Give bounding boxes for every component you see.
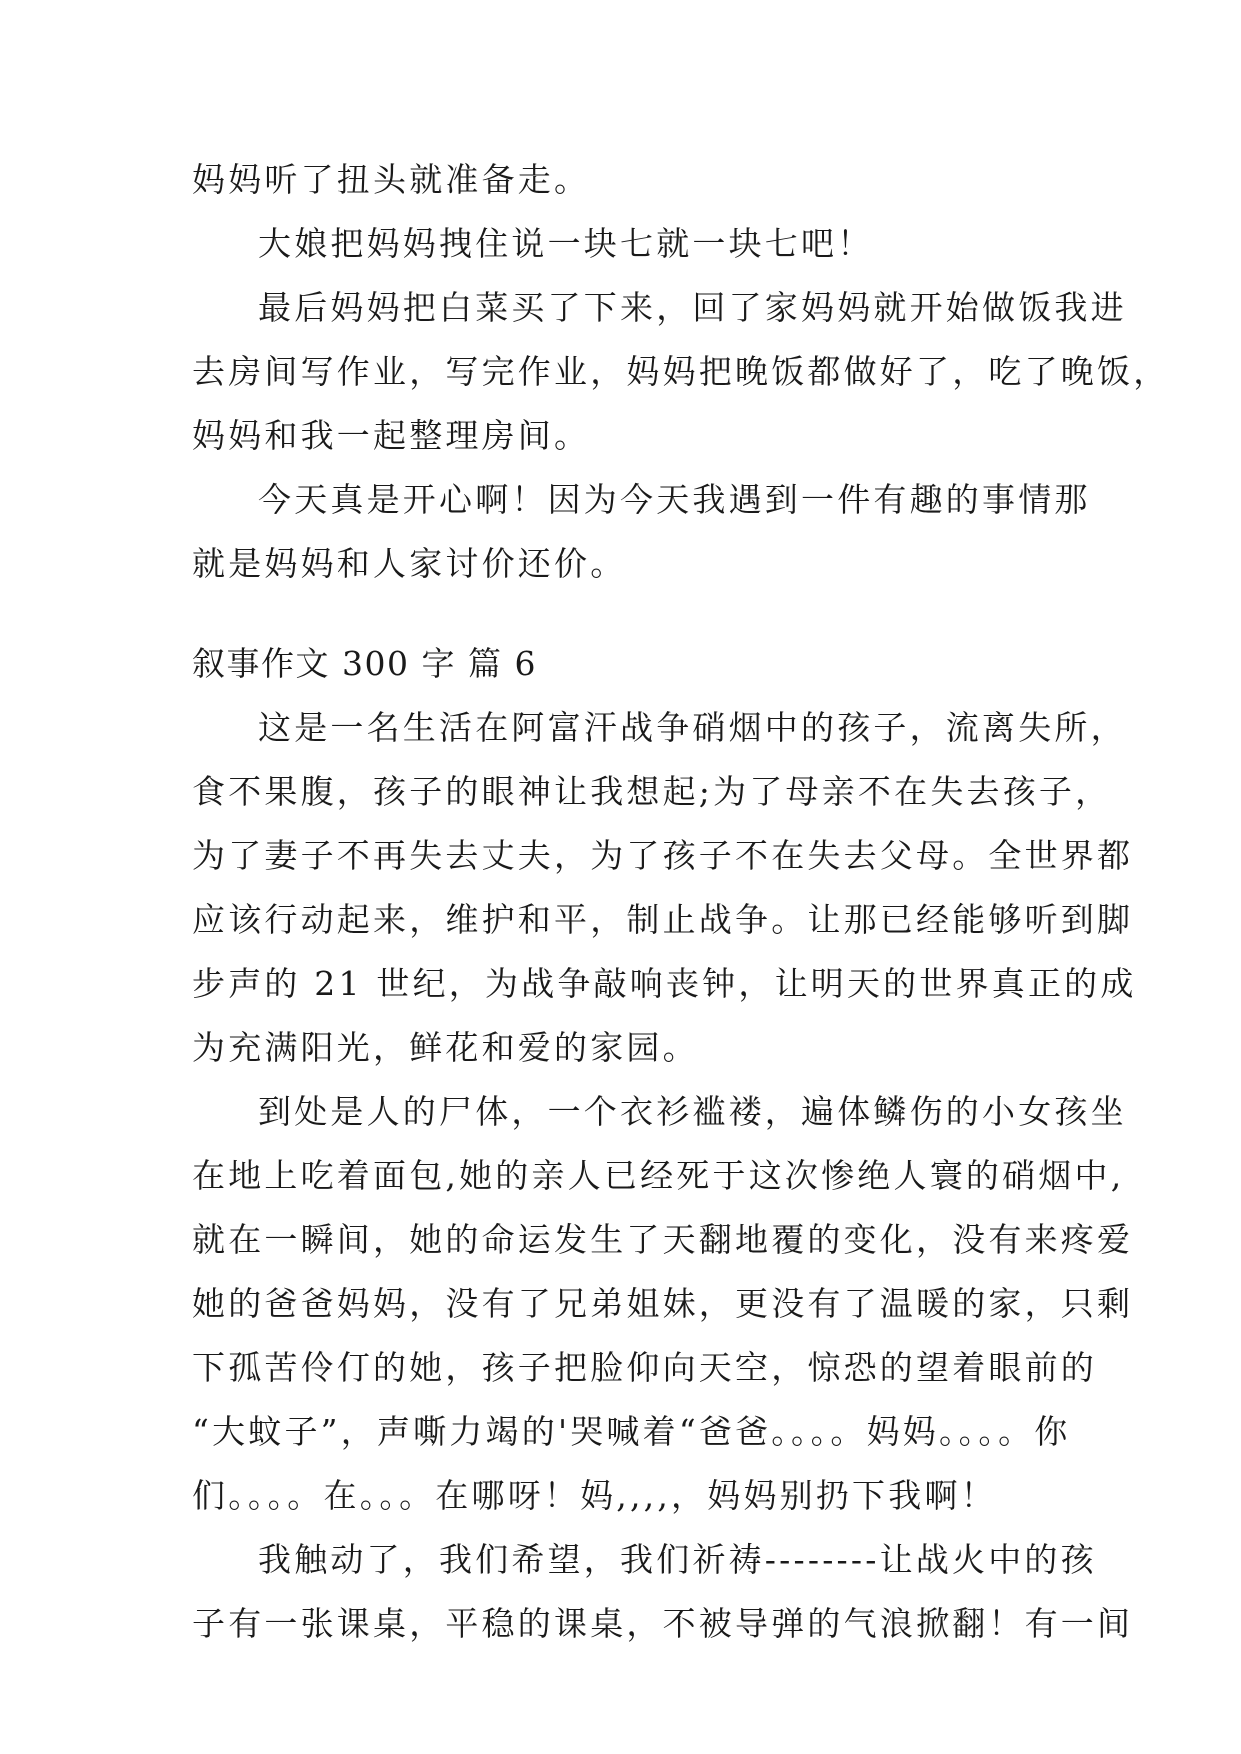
paragraph-start: 大娘把妈妈拽住说一块七就一块七吧！ <box>258 224 874 263</box>
paragraph-line: 就在一瞬间，她的命运发生了天翻地覆的变化，没有来疼爱 <box>192 1220 1134 1259</box>
paragraph-line: 她的爸爸妈妈，没有了兄弟姐妹，更没有了温暖的家，只剩 <box>192 1284 1134 1323</box>
paragraph-line: 妈妈和我一起整理房间。 <box>192 416 591 455</box>
paragraph-line: 们。。。。在。。。在哪呀！妈,,,,，妈妈别扔下我啊！ <box>192 1476 997 1515</box>
paragraph-line: 就是妈妈和人家讨价还价。 <box>192 544 627 583</box>
paragraph-start: 今天真是开心啊！因为今天我遇到一件有趣的事情那 <box>258 480 1091 519</box>
paragraph-start: 我触动了，我们希望，我们祈祷--------让战火中的孩 <box>258 1540 1097 1579</box>
paragraph-start: 这是一名生活在阿富汗战争硝烟中的孩子，流离失所， <box>258 708 1127 747</box>
paragraph-line: 为了妻子不再失去丈夫，为了孩子不在失去父母。全世界都 <box>192 836 1134 875</box>
paragraph-line: 步声的 21 世纪，为战争敲响丧钟，让明天的世界真正的成 <box>192 964 1137 1003</box>
paragraph-line: 在地上吃着面包,她的亲人已经死于这次惨绝人寰的硝烟中, <box>192 1156 1125 1195</box>
paragraph-line: 子有一张课桌，平稳的课桌，不被导弹的气浪掀翻！有一间 <box>192 1604 1134 1643</box>
paragraph-line: “大蚊子”，声嘶力竭的'哭喊着“爸爸。。。。妈妈。。。。你 <box>192 1412 1071 1451</box>
paragraph-line: 食不果腹，孩子的眼神让我想起;为了母亲不在失去孩子， <box>192 772 1112 811</box>
paragraph-line: 为充满阳光，鲜花和爱的家园。 <box>192 1028 699 1067</box>
paragraph-start: 到处是人的尸体，一个衣衫褴褛，遍体鳞伤的小女孩坐 <box>258 1092 1127 1131</box>
paragraph-line: 下孤苦伶仃的她，孩子把脸仰向天空，惊恐的望着眼前的 <box>192 1348 1097 1387</box>
paragraph-line: 去房间写作业，写完作业，妈妈把晚饭都做好了，吃了晚饭， <box>192 352 1170 391</box>
section-heading: 叙事作文 300 字 篇 6 <box>192 644 537 683</box>
paragraph-start: 最后妈妈把白菜买了下来，回了家妈妈就开始做饭我进 <box>258 288 1127 327</box>
paragraph-line: 应该行动起来，维护和平，制止战争。让那已经能够听到脚 <box>192 900 1134 939</box>
paragraph-line: 妈妈听了扭头就准备走。 <box>192 160 591 199</box>
